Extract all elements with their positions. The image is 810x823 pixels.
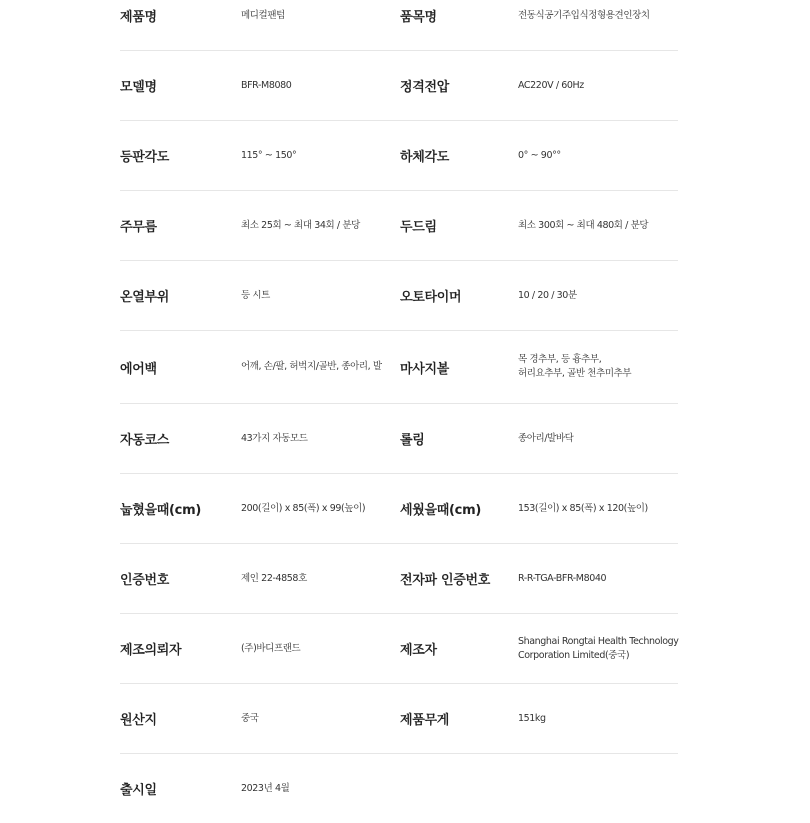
spec-value: 메디컬팬텀 — [241, 9, 285, 21]
spec-value: AC220V / 60Hz — [518, 79, 584, 91]
spec-label: 롤링 — [400, 433, 425, 448]
spec-value: 115° ~ 150° — [241, 149, 297, 161]
spec-row-airbag — [120, 331, 678, 404]
spec-value: 등 시트 — [241, 289, 270, 301]
spec-label: 인증번호 — [120, 573, 170, 588]
spec-label: 모델명 — [120, 80, 157, 95]
spec-value: R-R-TGA-BFR-M8040 — [518, 572, 607, 584]
spec-label: 마사지볼 — [400, 361, 450, 377]
spec-label: 자동코스 — [120, 433, 170, 448]
spec-value: 최소 25회 ~ 최대 34회 / 분당 — [241, 219, 360, 231]
spec-row-certification — [120, 544, 678, 614]
spec-label: 주무름 — [120, 220, 157, 235]
spec-label: 오토타이머 — [400, 290, 462, 305]
spec-value: 153(길이) x 85(폭) x 120(높이) — [518, 502, 648, 514]
spec-value: 200(길이) x 85(폭) x 99(높이) — [241, 502, 366, 514]
spec-label: 정격전압 — [400, 80, 450, 95]
spec-label: 에어백 — [120, 361, 157, 377]
spec-value: (주)바디프랜드 — [241, 642, 301, 654]
spec-row-product-name — [120, 0, 678, 51]
spec-value: Shanghai Rongtai Health Technology Corporation Limited(중국) — [518, 635, 679, 661]
spec-label: 눕혔을때(cm) — [120, 503, 201, 518]
spec-label: 등판각도 — [120, 150, 170, 165]
spec-value: 종아리/발바닥 — [518, 432, 574, 444]
spec-row-manufacturer — [120, 614, 678, 684]
spec-label: 세웠을때(cm) — [400, 503, 481, 518]
spec-label: 원산지 — [120, 713, 157, 728]
spec-row-model — [120, 51, 678, 121]
spec-value: 2023년 4월 — [241, 782, 290, 794]
spec-value: 151kg — [518, 712, 546, 724]
spec-value: 전동식공기주입식정형용견인장치 — [518, 9, 650, 21]
spec-value: 43가지 자동모드 — [241, 432, 308, 444]
spec-label: 전자파 인증번호 — [400, 573, 491, 588]
spec-value: 최소 300회 ~ 최대 480회 / 분당 — [518, 219, 649, 231]
spec-label: 제조의뢰자 — [120, 643, 182, 658]
spec-row-origin — [120, 684, 678, 754]
spec-label: 제조자 — [400, 643, 437, 658]
spec-value: 목 경추부, 등 흉추부, 허리요추부, 골반 천추미추부 — [518, 354, 632, 379]
spec-value: 중국 — [241, 712, 259, 724]
spec-row-dimensions — [120, 474, 678, 544]
spec-label: 온열부위 — [120, 290, 170, 305]
spec-row-back-angle — [120, 121, 678, 191]
spec-row-heat — [120, 261, 678, 331]
spec-value: 10 / 20 / 30분 — [518, 289, 577, 301]
spec-label: 제품명 — [120, 10, 157, 25]
spec-value: BFR-M8080 — [241, 79, 292, 91]
spec-label: 두드림 — [400, 220, 437, 235]
spec-row-auto-course — [120, 404, 678, 474]
spec-value: 어깨, 손/팔, 허벅지/골반, 종아리, 발 — [241, 361, 382, 372]
spec-row-release-date — [120, 754, 678, 823]
spec-value: 0° ~ 90°° — [518, 149, 561, 161]
spec-label: 하체각도 — [400, 150, 450, 165]
spec-label: 출시일 — [120, 783, 157, 798]
spec-value: 제인 22-4858호 — [241, 572, 307, 584]
spec-label: 제품무게 — [400, 713, 450, 728]
spec-label: 품목명 — [400, 10, 437, 25]
spec-row-kneading — [120, 191, 678, 261]
